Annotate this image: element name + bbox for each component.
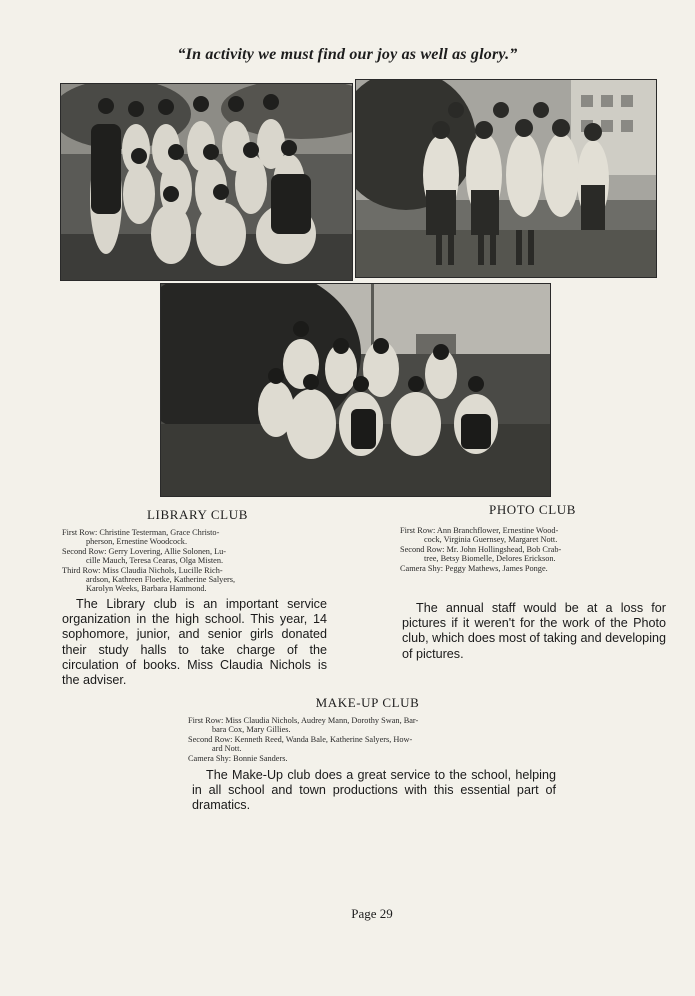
makeup-club-roster	[188, 716, 550, 763]
photo-club-roster	[400, 526, 662, 573]
roster-line: Second Row: Kenneth Reed, Wanda Bale, Katherine Salyers, How-	[188, 734, 413, 744]
roster-line: Second Row: Mr. John Hollingshead, Bob Crab-	[400, 544, 562, 554]
roster-line: Third Row: Miss Claudia Nichols, Lucille Rich-	[62, 565, 223, 575]
makeup-club-title: MAKE-UP CLUB	[315, 695, 420, 710]
roster-line: ardson, Kathreen Floetke, Katherine Salyers,	[86, 575, 236, 585]
roster-line: tree, Betsy Biomelle, Delores Erickson.	[424, 554, 556, 564]
library-club-title: LIBRARY CLUB	[147, 507, 248, 522]
roster-line: First Row: Ann Branchflower, Ernestine Wood-	[400, 526, 559, 535]
roster-line: ard Nott.	[212, 744, 242, 754]
photo-club-photo	[355, 79, 657, 278]
roster-line: bara Cox, Mary Gillies.	[212, 725, 291, 735]
page-quote: “In activity we must find our joy as well as glory.”	[177, 46, 518, 63]
roster-line: pherson, Ernestine Woodcock.	[86, 537, 188, 547]
roster-line: Camera Shy: Bonnie Sanders.	[188, 753, 288, 763]
library-club-photo-image	[61, 84, 352, 280]
library-club-description: The Library club is an important service organization in the high school. This year, 14 sophomore, junior, and senior girls donated their study halls to take charge of the circulation of books. Miss Claudia Nichols is the adviser.	[62, 597, 327, 688]
roster-line: cock, Virginia Guernsey, Margaret Nott.	[424, 535, 558, 545]
photo-club-description: The annual staff would be at a loss for pictures if it weren't for the work of the Photo club, which does most of taking and developing of pictures.	[402, 601, 666, 661]
roster-line: First Row: Miss Claudia Nichols, Audrey Mann, Dorothy Swan, Bar-	[188, 716, 419, 725]
library-club-roster	[62, 528, 328, 594]
makeup-club-photo	[160, 283, 551, 497]
roster-line: First Row: Christine Testerman, Grace Christo-	[62, 528, 220, 537]
roster-line: Second Row: Gerry Lovering, Allie Solonen, Lu-	[62, 546, 227, 556]
makeup-club-photo-image	[161, 284, 550, 496]
photo-club-title: PHOTO CLUB	[488, 502, 577, 517]
library-club-photo	[60, 83, 353, 281]
photo-club-photo-image	[356, 80, 656, 277]
roster-line: cille Mauch, Teresa Cearas, Olga Misten.	[86, 556, 224, 566]
makeup-club-description: The Make-Up club does a great service to the school, helping in all school and town productions with this essential part of dramatics.	[192, 768, 556, 813]
page-number: Page 29	[351, 906, 393, 921]
roster-line: Karolyn Weeks, Barbara Hammond.	[86, 584, 207, 594]
roster-line: Camera Shy: Peggy Mathews, James Ponge.	[400, 563, 548, 573]
